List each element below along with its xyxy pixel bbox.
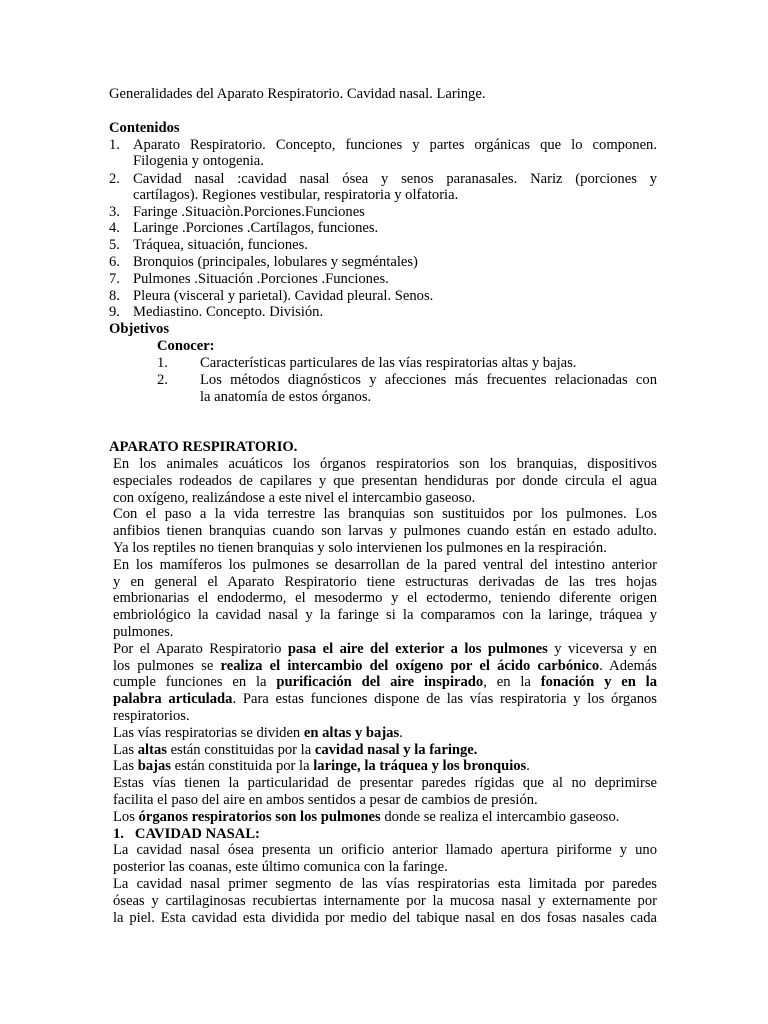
paragraph-line: Las vías respiratorias se dividen en altas y bajas.	[113, 725, 403, 741]
list-item-text: Laringe .Porciones .Cartílagos, funciones.	[133, 220, 379, 236]
list-item-text: Pleura (visceral y parietal). Cavidad pleural. Senos.	[133, 288, 434, 304]
paragraph-line: En los mamíferos los pulmones se desarrollan de la pared ventral del intestino anterior	[113, 557, 657, 573]
list-number: 1.	[157, 355, 168, 371]
paragraph-line: Con el paso a la vida terrestre las branquias son sustituidos por los pulmones. Los	[113, 506, 657, 522]
contenidos-heading: Contenidos	[109, 120, 180, 136]
list-item-text: Características particulares de las vías respiratorias altas y bajas.	[200, 355, 577, 371]
list-item-text: Mediastino. Concepto. División.	[133, 304, 324, 320]
paragraph-line: embriológico la cavidad nasal y la faringe si la comparamos con la laringe, tráquea y	[113, 607, 657, 623]
paragraph-line: palabra articulada. Para estas funciones dispone de las vías respiratoria y los órganos	[113, 691, 657, 707]
list-number: 1.	[109, 137, 120, 153]
list-item-text: la anatomía de estos órganos.	[200, 389, 372, 405]
paragraph-line: especiales rodeados de capilares y que presentan hendiduras por donde circula el agua	[113, 473, 657, 489]
paragraph-line: la piel. Esta cavidad esta dividida por medio del tabique nasal en dos fosas nasales cada	[113, 910, 657, 926]
paragraph-line: Por el Aparato Respiratorio pasa el aire del exterior a los pulmones y viceversa y en	[113, 641, 657, 657]
objetivos-heading: Objetivos	[109, 321, 169, 337]
section-heading: APARATO RESPIRATORIO.	[109, 439, 298, 455]
objetivos-subheading: Conocer:	[157, 338, 215, 354]
list-number: 8.	[109, 288, 120, 304]
paragraph-line: óseas y cartilaginosas recubiertas internamente por la mucosa nasal y externamente por	[113, 893, 657, 909]
document-title: Generalidades del Aparato Respiratorio. Cavidad nasal. Laringe.	[109, 86, 486, 102]
paragraph-line: anfibios tienen branquias cuando son larvas y pulmones cuando están en estado adulto.	[113, 523, 657, 539]
list-number: 3.	[109, 204, 120, 220]
paragraph-line: cumple funciones en la purificación del aire inspirado, en la fonación y en la	[113, 674, 658, 690]
paragraph-line: En los animales acuáticos los órganos respiratorios son los branquias, dispositivos	[113, 456, 657, 472]
paragraph-line: facilita el paso del aire en ambos sentidos a pesar de cambios de presión.	[113, 792, 538, 808]
list-item-text: Bronquios (principales, lobulares y segméntales)	[133, 254, 418, 270]
paragraph-line: con oxígeno, realizándose a este nivel el intercambio gaseoso.	[113, 490, 476, 506]
paragraph-line: embrionarias el endodermo, el mesodermo y el ectodermo, teniendo diferente origen	[113, 590, 657, 606]
paragraph-line: los pulmones se realiza el intercambio del oxígeno por el ácido carbónico. Además	[113, 658, 657, 674]
list-number: 6.	[109, 254, 120, 270]
paragraph-line: La cavidad nasal primer segmento de las vías respiratorias esta limitada por paredes	[113, 876, 657, 892]
list-item-text: Tráquea, situación, funciones.	[133, 237, 308, 253]
paragraph-line: pulmones.	[113, 624, 174, 640]
list-item-text: Aparato Respiratorio. Concepto, funciones y partes orgánicas que lo componen.	[133, 137, 657, 153]
list-item-text: Los métodos diagnósticos y afecciones más frecuentes relacionadas con	[200, 372, 657, 388]
list-number: 2.	[109, 171, 120, 187]
list-number: 2.	[157, 372, 168, 388]
list-item-text: Faringe .Situaciòn.Porciones.Funciones	[133, 204, 365, 220]
list-item-text: Filogenia y ontogenia.	[133, 153, 264, 169]
list-item-text: cartílagos). Regiones vestibular, respiratoria y olfatoria.	[133, 187, 459, 203]
paragraph-line: posterior las coanas, este último comunica con la faringe.	[113, 859, 448, 875]
list-number: 9.	[109, 304, 120, 320]
paragraph-line: Las altas están constituidas por la cavidad nasal y la faringe.	[113, 742, 478, 758]
paragraph-line: La cavidad nasal ósea presenta un orificio anterior llamado apertura piriforme y uno	[113, 842, 657, 858]
paragraph-line: y en general el Aparato Respiratorio tiene estructuras derivadas de las tres hojas	[113, 574, 657, 590]
paragraph-line: Las bajas están constituida por la laringe, la tráquea y los bronquios.	[113, 758, 530, 774]
list-item-text: Cavidad nasal :cavidad nasal ósea y senos paranasales. Nariz (porciones y	[133, 171, 657, 187]
list-number: 5.	[109, 237, 120, 253]
paragraph-line: Los órganos respiratorios son los pulmones donde se realiza el intercambio gaseoso.	[113, 809, 620, 825]
list-number: 7.	[109, 271, 120, 287]
paragraph-line: Estas vías tienen la particularidad de presentar paredes rígidas que al no deprimirse	[113, 775, 657, 791]
paragraph-line: Ya los reptiles no tienen branquias y solo intervienen los pulmones en la respiración.	[113, 540, 607, 556]
section-heading: 1. CAVIDAD NASAL:	[113, 826, 260, 842]
list-item-text: Pulmones .Situación .Porciones .Funciones.	[133, 271, 389, 287]
paragraph-line: respiratorios.	[113, 708, 190, 724]
list-number: 4.	[109, 220, 120, 236]
